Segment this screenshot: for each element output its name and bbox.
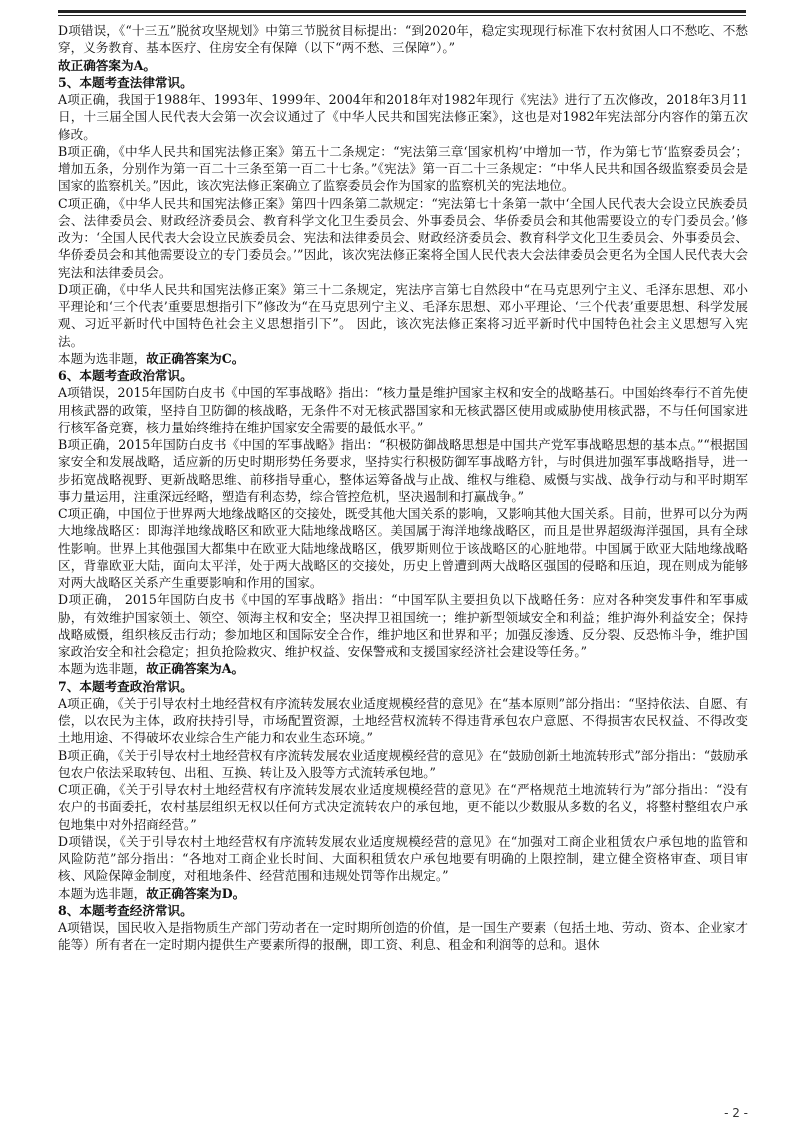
q5-answer-prefix: 本题为选非题， [58,350,147,366]
q7-option-c: C项正确，《关于引导农村土地经营权有序流转发展农业适度规模经营的意见》在“严格规范土地流转行为”部分指出：“没有农户的书面委托，农村基层组织无权以任何方式决定流转农户的承包地，更不能以少数服从多数的名义，将整村整组农户承包地集中对外招商经营。” [58,782,748,832]
page-number: - 2 - [724,1106,748,1120]
q5-option-c: C项正确，《中华人民共和国宪法修正案》第四十四条第二款规定：“宪法第七十条第一款中‘全国人民代表大会设立民族委员会、法律委员会、财政经济委员会、教育科学文化卫生委员会、外事委员会、华侨委员会和其他需要设立的专门委员会。’修改为：‘全国人民代表大会设立民族委员会、宪法和法律委员会、财政经济委员会、教育科学文化卫生委员会、外事委员会、华侨委员会和其他需要设立的专门委员会。’”因此，该次宪法修正案将全国人民代表大会法律委员会更名为全国人民代表大会宪法和法律委员会。 [58,195,748,280]
q6-answer: 故正确答案为A。 [146,661,245,677]
q5-option-b: B项正确，《中华人民共和国宪法修正案》第五十二条规定：“宪法第三章‘国家机构’中增加一节，作为第七节‘监察委员会’；增加五条，分别作为第一百二十三条至第一百二十七条。”《宪法》第一百二十三条规定：“中华人民共和国各级监察委员会是国家的监察机关。”因此，该次宪法修正案确立了监察委员会作为国家的监察机关的宪法地位。 [58,143,748,194]
q5-option-d: D项正确，《中华人民共和国宪法修正案》第三十二条规定，宪法序言第七自然段中“在马克思列宁主义、毛泽东思想、邓小平理论和‘三个代表’重要思想指引下”修改为“在马克思列宁主义、毛泽东思想、邓小平理论、‘三个代表’重要思想、科学发展观、习近平新时代中国特色社会主义思想指引下”。 因此，该次宪法修正案将习近平新时代中国特色社会主义思想写入宪法。 [58,281,748,349]
q7-answer-line [58,885,748,902]
q7-heading: 7、本题考查政治常识。 [58,678,193,694]
q4-option-d: D项错误，《“十三五”脱贫攻坚规划》中第三节脱贫目标提出：“到2020年，稳定实现现行标准下农村贫困人口不愁吃、不愁穿，义务教育、基本医疗、住房安全有保障（以下“两不愁、三保障”）。” [58,23,748,56]
header-rule-thin [58,15,746,16]
q5-answer: 故正确答案为C。 [146,350,245,366]
q4-answer: 故正确答案为A。 [58,57,156,73]
document-body [58,22,748,954]
q7-answer: 故正确答案为D。 [146,885,246,901]
q8-heading: 8、本题考查经济常识。 [58,902,193,918]
q8-option-a: A项错误，国民收入是指物质生产部门劳动者在一定时期所创造的价值，是一国生产要素（包括土地、劳动、资本、企业家才能等）所有者在一定时期内提供生产要素所得的报酬，即工资、利息、租金和利润等的总和。退休 [58,920,748,953]
q6-heading: 6、本题考查政治常识。 [58,368,193,383]
q7-option-a: A项正确，《关于引导农村土地经营权有序流转发展农业适度规模经营的意见》在“基本原则”部分指出：“坚持依法、自愿、有偿，以农民为主体，政府扶持引导，市场配置资源，土地经营权流转不得违背承包农户意愿、不得损害农民权益、不得改变土地用途、不得破坏农业综合生产能力和农业生态环境。” [58,695,748,746]
q5-option-a: A项正确，我国于1988年、1993年、1999年、2004年和2018年对1982年现行《宪法》进行了五次修改，2018年3月11日，十三届全国人民代表大会第一次会议通过了《中华人民共和国宪法修正案》，这也是对1982年宪法部分内容作的第五次修改。 [58,92,748,142]
q5-answer-line [58,350,748,367]
q7-answer-prefix: 本题为选非题， [58,885,147,901]
q7-option-d: D项错误，《关于引导农村土地经营权有序流转发展农业适度规模经营的意见》在“加强对工商企业租赁农户承包地的监管和风险防范”部分指出：“各地对工商企业长时间、大面积租赁农户承包地要有明确的上限控制，建立健全资格审查、项目审核、风险保障金制度，对租地条件、经营范围和违规处罚等作出规定。” [58,833,748,884]
q6-option-d: D项正确， 2015年国防白皮书《中国的军事战略》指出：“中国军队主要担负以下战略任务：应对各种突发事件和军事威胁，有效维护国家领土、领空、领海主权和安全；坚决捍卫祖国统一；维护新型领域安全和利益；维护海外利益安全；保持战略威慑，组织核反击行动；参加地区和国际安全合作，维护地区和世界和平；加强反渗透、反分裂、反恐怖斗争，维护国家政治安全和社会稳定；担负抢险救灾、维护权益、安保警戒和支援国家经济社会建设等任务。” [58,592,748,659]
q6-option-c: C项正确，中国位于世界两大地缘战略区的交接处，既受其他大国关系的影响，又影响其他大国关系。目前，世界可以分为两大地缘战略区：即海洋地缘战略区和欧亚大陆地缘战略区。美国属于海洋地缘战略区，而且是世界超级海洋强国，具有全球性影响。世界上其他强国大都集中在欧亚大陆地缘战略区，俄罗斯则位于该战略区的心脏地带。中国属于欧亚大陆地缘战略区，背靠欧亚大陆，面向太平洋，处于两大战略区的交接处，历史上曾遭到两大战略区强国的侵略和压迫，现在则成为能够对两大战略区关系产生重要影响和作用的国家。 [58,506,748,590]
header-rule-thick [58,10,746,13]
q5-heading: 5、本题考查法律常识。 [58,74,193,90]
q6-answer-prefix: 本题为选非题， [58,661,147,677]
q6-option-b: B项正确，2015年国防白皮书《中国的军事战略》指出：“积极防御战略思想是中国共产党军事战略思想的基本点。”“根据国家安全和发展战略，适应新的历史时期形势任务要求，坚持实行积极防御军事战略方针，与时俱进加强军事战略指导，进一步拓宽战略视野、更新战略思维、前移指导重心，整体运筹备战与止战、维权与维稳、威慑与实战、战争行动与和平时期军事力量运用，注重深远经略，塑造有利态势，综合管控危机，坚决遏制和打赢战争。” [58,437,748,504]
q7-option-b: B项正确，《关于引导农村土地经营权有序流转发展农业适度规模经营的意见》在“鼓励创新土地流转形式”部分指出：“鼓励承包农户依法采取转包、出租、互换、转让及入股等方式流转承包地。” [58,747,748,780]
q6-option-a: A项错误，2015年国防白皮书《中国的军事战略》指出：“核力量是维护国家主权和安全的战略基石。中国始终奉行不首先使用核武器的政策，坚持自卫防御的核战略，无条件不对无核武器国家和无核武器区使用或威胁使用核武器，不与任何国家进行核军备竞赛，核力量始终维持在维护国家安全需要的最低水平。” [58,385,748,435]
q6-answer-line [58,660,748,677]
